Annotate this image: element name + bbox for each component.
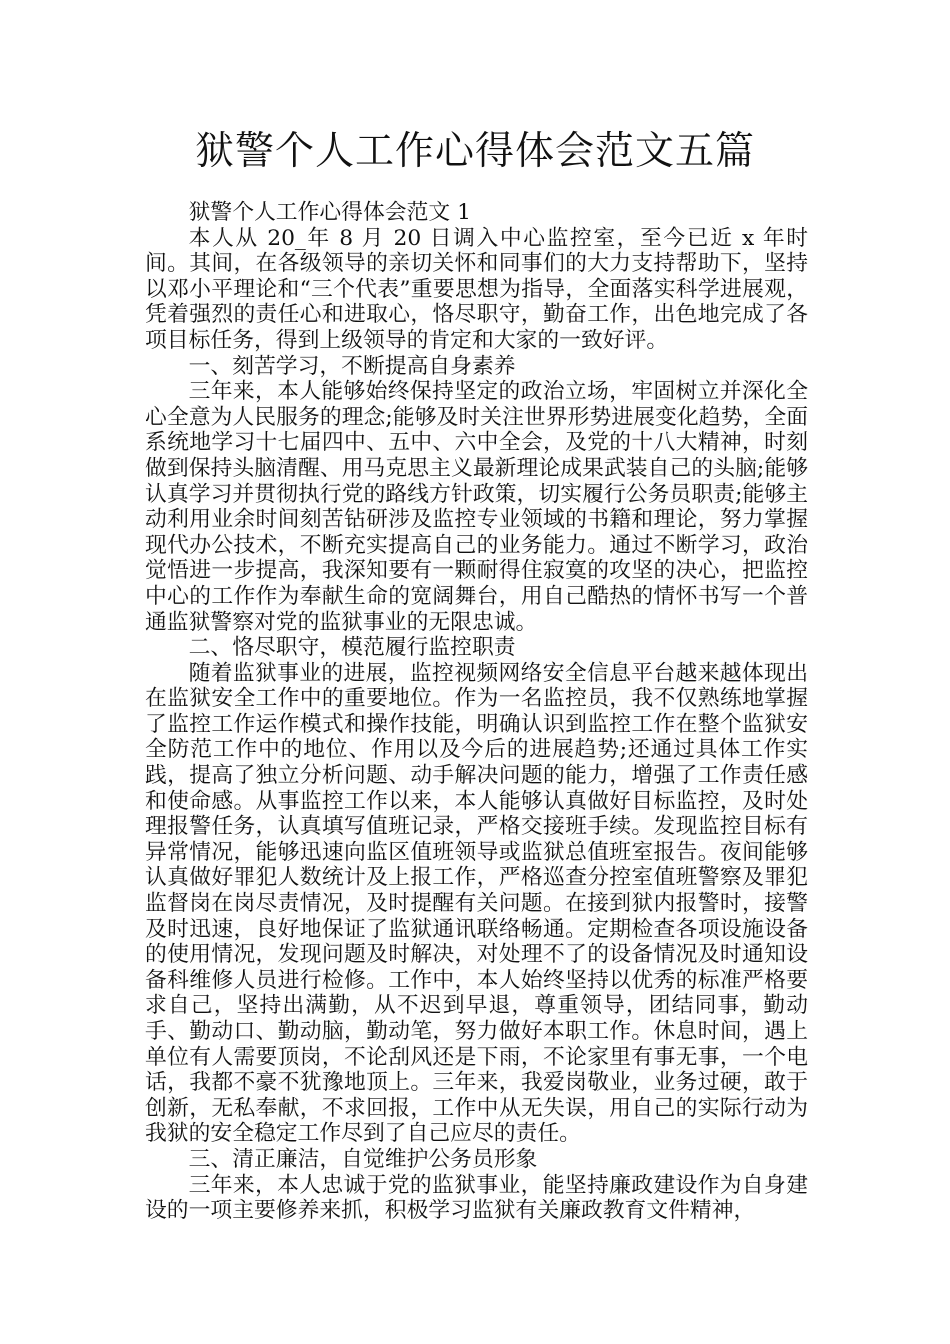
paragraph-duty: 随着监狱事业的进展，监控视频网络安全信息平台越来越体现出在监狱安全工作中的重要地位。作为一名监控员，我不仅熟练地掌握了监控工作运作模式和操作技能，明确认识到监控工作在整个监狱安全防范工作中的地位、作用以及今后的进展趋势;还通过具体工作实践，提高了独立分析问题、动手解决问题的能力，增强了工作责任感和使命感。从事监控工作以来，本人能够认真做好目标监控，及时处理报警任务，认真填写值班记录，严格交接班手续。发现监控目标有异常情况，能够迅速向监区值班领导或监狱总值班室报告。夜间能够认真做好罪犯人数统计及上报工作，严格巡查分控室值班警察及罪犯监督岗在岗尽责情况，及时提醒有关问题。在接到狱内报警时，接警及时迅速，良好地保证了监狱通讯联络畅通。定期检查各项设施设备的使用情况，发现问题及时解决，对处理不了的设备情况及时通知设备科维修人员进行检修。工作中，本人始终坚持以优秀的标准严格要求自己，坚持出满勤，从不迟到早退，尊重领导，团结同事，勤动手、勤动口、勤动脑，勤动笔，努力做好本职工作。休息时间，遇上单位有人需要顶岗，不论刮风还是下雨，不论家里有事无事，一个电话，我都不豪不犹豫地顶上。三年来，我爱岗敬业，业务过硬，敢于创新，无私奉献，不求回报，工作中从无失误，用自己的实际行动为我狱的安全稳定工作尽到了自己应尽的责任。 — [145, 660, 808, 1147]
document-title: 狱警个人工作心得体会范文五篇 — [194, 129, 755, 174]
section-heading-duty: 二、恪尽职守，模范履行监控职责 — [188, 635, 516, 661]
paragraph-intro: 本人从 20_年 8 月 20 日调入中心监控室，至今已近 x 年时间。其间，在各级领导的亲切关怀和同事们的大力支持帮助下，坚持以邓小平理论和“三个代表”重要思想为指导，全面落实科学进展观，凭着强烈的责任心和进取心，恪尽职守，勤奋工作，出色地完成了各项目标任务，得到上级领导的肯定和大家的一致好评。 — [145, 225, 808, 353]
paragraph-study: 三年来，本人能够始终保持坚定的政治立场，牢固树立并深化全心全意为人民服务的理念;能够及时关注世界形势进展变化趋势，全面系统地学习十七届四中、五中、六中全会，及党的十八大精神，时刻做到保持头脑清醒、用马克思主义最新理论成果武装自己的头脑;能够认真学习并贯彻执行党的路线方针政策，切实履行公务员职责;能够主动利用业余时间刻苦钻研涉及监控专业领域的书籍和理论，努力掌握现代办公技术，不断充实提高自己的业务能力。通过不断学习，政治觉悟进一步提高，我深知要有一颗耐得住寂寞的攻坚的决心，把监控中心的工作作为奉献生命的宽阔舞台，用自己酷热的情怀书写一个普通监狱警察对党的监狱事业的无限忠诚。 — [145, 379, 808, 635]
document-body — [145, 200, 808, 1224]
section-heading-integrity: 三、清正廉洁，自觉维护公务员形象 — [188, 1146, 538, 1172]
section-heading-study: 一、刻苦学习，不断提高自身素养 — [188, 353, 516, 379]
essay-heading-1: 狱警个人工作心得体会范文 1 — [188, 200, 471, 225]
paragraph-integrity: 三年来，本人忠诚于党的监狱事业，能坚持廉政建设作为自身建设的一项主要修养来抓，积极学习监狱有关廉政教育文件精神， — [145, 1172, 808, 1224]
